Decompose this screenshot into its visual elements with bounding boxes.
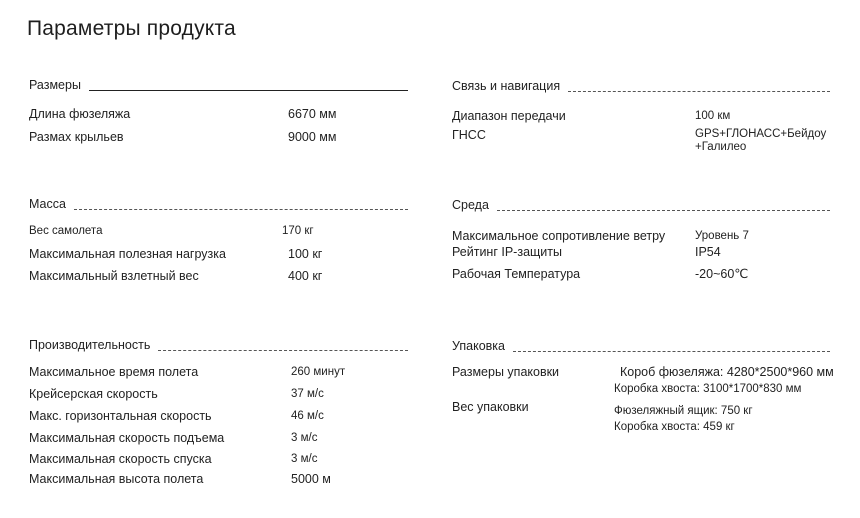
- section-divider: [513, 351, 830, 352]
- page-title: Параметры продукта: [27, 17, 236, 40]
- spec-label: Размеры упаковки: [452, 365, 560, 379]
- spec-label: Размах крыльев: [29, 130, 124, 144]
- spec-label: Вес упаковки: [452, 400, 529, 414]
- section-packaging: [452, 337, 830, 353]
- section-divider: [497, 210, 830, 211]
- spec-label: Максимальная высота полета: [29, 472, 204, 486]
- spec-label: Диапазон передачи: [452, 109, 566, 123]
- spec-value: IP54: [695, 245, 721, 259]
- section-dimensions: [29, 76, 408, 92]
- spec-value: 3 м/с: [291, 432, 318, 444]
- spec-value: Короб фюзеляжа: 4280*2500*960 мм: [620, 365, 834, 379]
- spec-value: 37 м/с: [291, 388, 324, 400]
- spec-value: Коробка хвоста: 3100*1700*830 мм: [614, 383, 802, 395]
- spec-label: Максимальное время полета: [29, 365, 199, 379]
- spec-value: Коробка хвоста: 459 кг: [614, 421, 735, 433]
- section-comms: [452, 77, 830, 93]
- spec-value: -20~60℃: [695, 267, 749, 281]
- spec-value: 170 кг: [282, 225, 314, 237]
- spec-value: 3 м/с: [291, 453, 318, 465]
- spec-label: Крейсерская скорость: [29, 387, 158, 401]
- spec-label: Рабочая Температура: [452, 267, 581, 281]
- section-mass: [29, 195, 408, 211]
- section-heading: Масса: [29, 197, 66, 211]
- spec-label: Максимальный взлетный вес: [29, 269, 199, 283]
- section-heading: Связь и навигация: [452, 79, 561, 93]
- section-divider: [89, 90, 408, 91]
- spec-value: Уровень 7: [695, 230, 749, 242]
- spec-value: 9000 мм: [288, 130, 337, 144]
- section-heading: Среда: [452, 198, 489, 212]
- spec-label: Макс. горизонтальная скорость: [29, 409, 212, 423]
- spec-value: 5000 м: [291, 472, 331, 486]
- section-divider: [74, 209, 408, 210]
- spec-value: 260 минут: [291, 366, 346, 378]
- section-heading: Упаковка: [452, 339, 505, 353]
- section-heading: Производительность: [29, 338, 151, 352]
- spec-label: Рейтинг IP-защиты: [452, 245, 562, 259]
- spec-value: GPS+ГЛОНАСС+Бейдоу +Галилео: [695, 128, 827, 153]
- spec-label: Максимальная скорость подъема: [29, 431, 225, 445]
- section-divider: [568, 91, 830, 92]
- spec-value: 100 км: [695, 110, 731, 122]
- spec-value: 400 кг: [288, 269, 323, 283]
- spec-label: Длина фюзеляжа: [29, 107, 131, 121]
- spec-label: Максимальная полезная нагрузка: [29, 247, 226, 261]
- spec-value: 100 кг: [288, 247, 323, 261]
- spec-value: Фюзеляжный ящик: 750 кг: [614, 405, 753, 417]
- spec-label: Вес самолета: [29, 225, 103, 237]
- section-divider: [158, 350, 408, 351]
- spec-value: 6670 мм: [288, 107, 337, 121]
- section-environment: [452, 196, 830, 212]
- spec-label: Максимальное сопротивление ветру: [452, 229, 666, 243]
- spec-label: Максимальная скорость спуска: [29, 452, 212, 466]
- spec-value: 46 м/с: [291, 410, 324, 422]
- section-performance: [29, 336, 408, 352]
- section-heading: Размеры: [29, 78, 81, 92]
- spec-label: ГНСС: [452, 128, 486, 142]
